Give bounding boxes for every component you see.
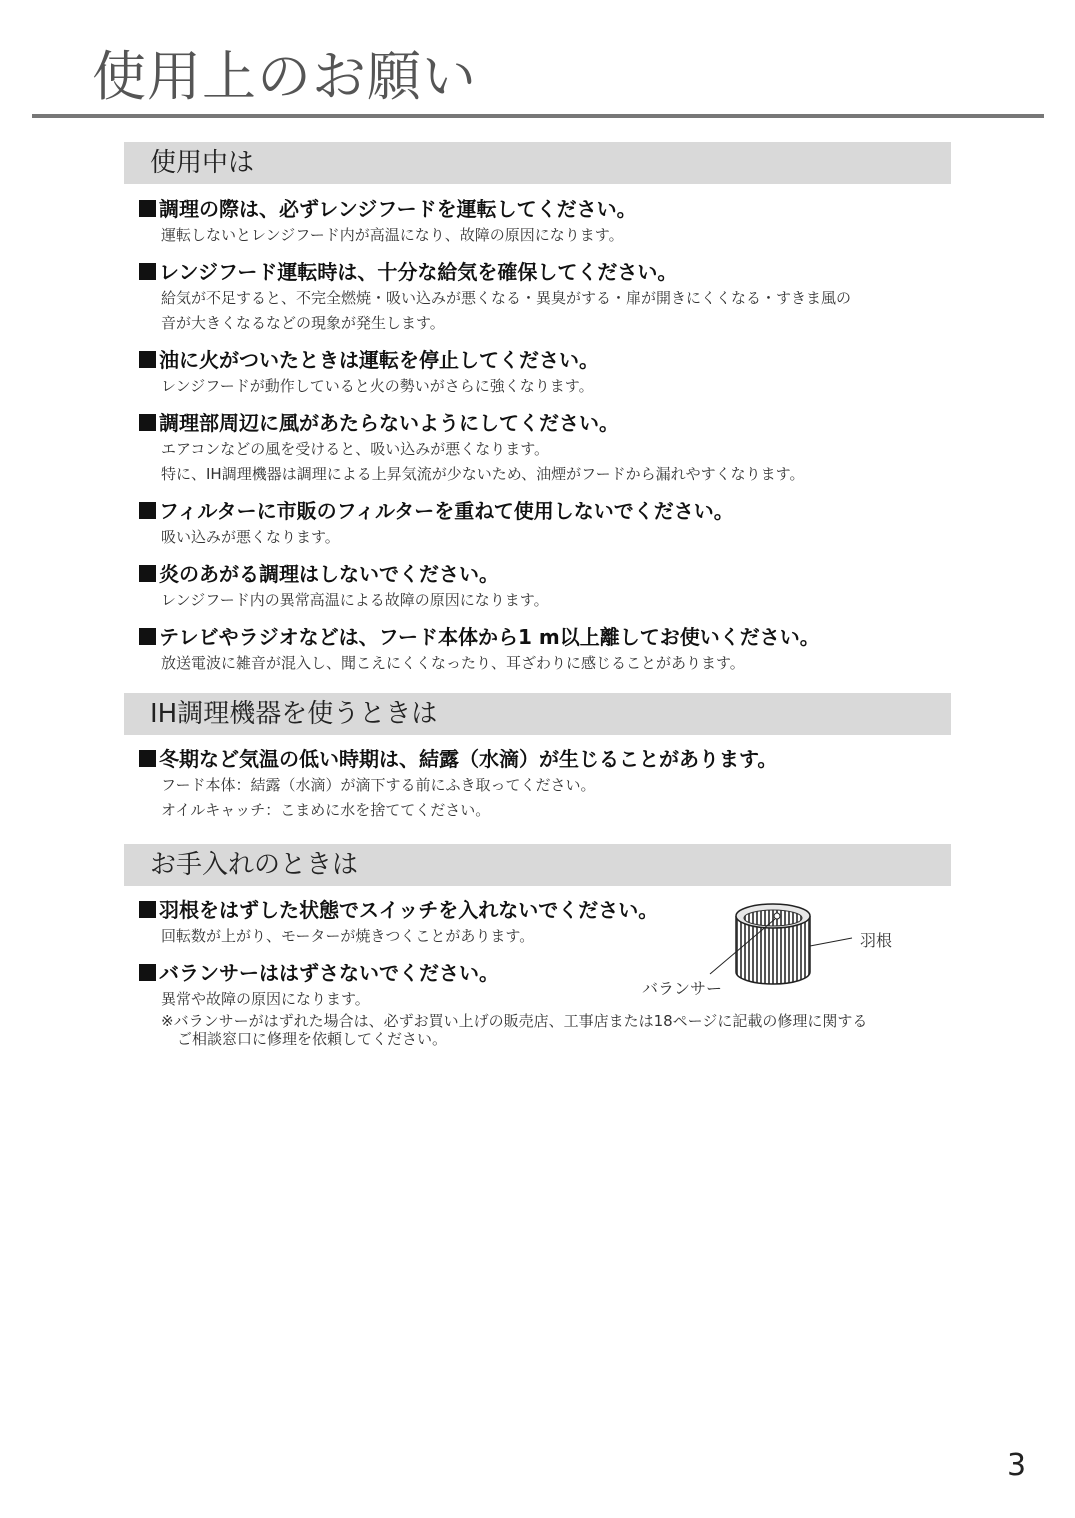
balancer-label: バランサー	[642, 979, 723, 998]
item-text: レンジフード内の異常高温による故障の原因になります。	[161, 591, 549, 609]
item-text: 運転しないとレンジフード内が高温になり、故障の原因になります。	[161, 226, 624, 244]
title-rule	[32, 114, 1044, 118]
fan-leader-line	[810, 938, 852, 946]
item-text: 特に、IH調理機器は調理による上昇気流が少ないため、油煙がフードから漏れやすくなります。	[161, 465, 805, 483]
item-heading: 炎のあがる調理はしないでください。	[159, 562, 499, 586]
list-item	[139, 346, 951, 399]
list-item	[139, 258, 951, 336]
square-bullet-icon	[139, 964, 156, 981]
note-text: ※バランサーがはずれた場合は、必ずお買い上げの販売店、工事店または18ページに記載の修理に関する	[161, 1012, 868, 1030]
item-text: 音が大きくなるなどの現象が発生します。	[161, 314, 445, 332]
square-bullet-icon	[139, 901, 156, 918]
list-item	[139, 623, 951, 676]
list-item	[139, 195, 951, 248]
item-heading: テレビやラジオなどは、フード本体から1 m以上離してお使いください。	[159, 625, 820, 649]
item-text: レンジフードが動作していると火の勢いがさらに強くなります。	[161, 377, 594, 395]
square-bullet-icon	[139, 502, 156, 519]
item-heading: バランサーははずさないでください。	[159, 961, 499, 985]
item-text: 給気が不足すると、不完全燃焼・吸い込みが悪くなる・異臭がする・扉が開きにくくなる・すきま風の	[161, 289, 852, 307]
item-heading: 調理部周辺に風があたらないようにしてください。	[159, 411, 619, 435]
item-heading: 調理の際は、必ずレンジフードを運転してください。	[159, 197, 637, 221]
item-text: 放送電波に雑音が混入し、聞こえにくくなったり、耳ざわりに感じることがあります。	[161, 654, 745, 672]
item-text: 吸い込みが悪くなります。	[161, 528, 340, 546]
item-text: オイルキャッチ：こまめに水を捨ててください。	[161, 801, 491, 819]
item-heading: 羽根をはずした状態でスイッチを入れないでください。	[159, 898, 659, 922]
list-item	[139, 409, 951, 487]
item-text: フード本体：結露（水滴）が滴下する前にふき取ってください。	[161, 776, 596, 794]
page-title: 使用上のお願い	[92, 45, 477, 108]
fan-illustration	[636, 900, 916, 1000]
note-text: ご相談窓口に修理を依頼してください。	[177, 1030, 448, 1048]
square-bullet-icon	[139, 263, 156, 280]
square-bullet-icon	[139, 750, 156, 767]
page-number: 3	[1007, 1448, 1027, 1483]
item-heading: 油に火がついたときは運転を停止してください。	[159, 348, 599, 372]
list-item	[139, 497, 951, 550]
item-text: 回転数が上がり、モーターが焼きつくことがあります。	[161, 927, 535, 945]
square-bullet-icon	[139, 351, 156, 368]
square-bullet-icon	[139, 414, 156, 431]
note	[161, 1012, 951, 1048]
square-bullet-icon	[139, 628, 156, 645]
fan-blade-label: 羽根	[860, 931, 893, 950]
section-heading: お手入れのときは	[124, 844, 951, 886]
balancer-mark	[774, 913, 780, 919]
item-text: エアコンなどの風を受けると、吸い込みが悪くなります。	[161, 440, 550, 458]
square-bullet-icon	[139, 200, 156, 217]
item-text: 異常や故障の原因になります。	[161, 990, 370, 1008]
list-item	[139, 560, 951, 613]
section-heading: IH調理機器を使うときは	[124, 693, 951, 735]
list-item	[139, 745, 951, 823]
section-heading: 使用中は	[124, 142, 951, 184]
section-during-use	[124, 142, 951, 676]
square-bullet-icon	[139, 565, 156, 582]
section-ih-cooker	[124, 693, 951, 823]
item-heading: フィルターに市販のフィルターを重ねて使用しないでください。	[159, 499, 734, 523]
item-heading: レンジフード運転時は、十分な給気を確保してください。	[159, 260, 678, 284]
item-heading: 冬期など気温の低い時期は、結露（水滴）が生じることがあります。	[159, 747, 778, 771]
